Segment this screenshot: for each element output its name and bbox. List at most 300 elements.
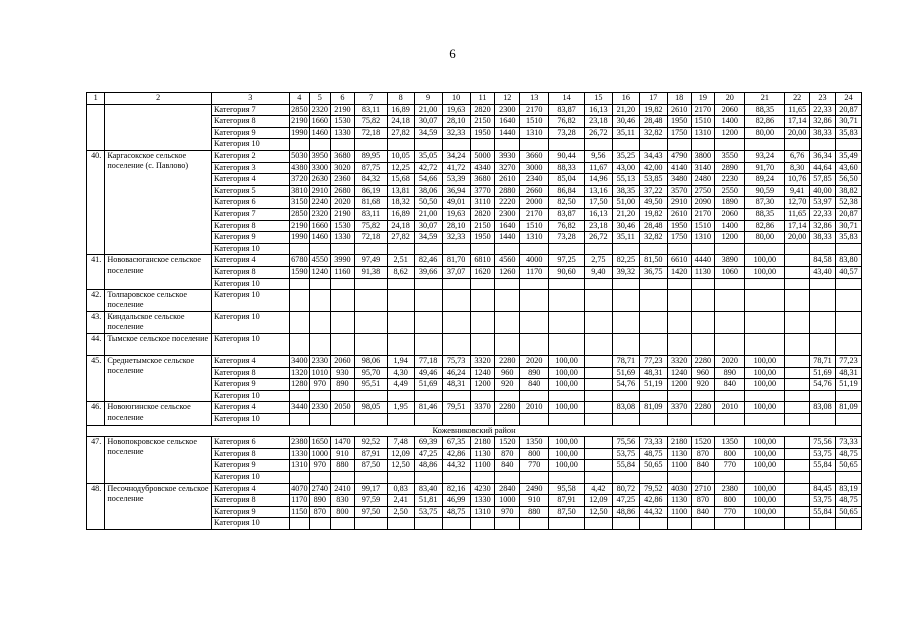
value-cell: 40,00 — [810, 185, 836, 197]
value-cell — [745, 472, 785, 484]
value-cell: 1990 — [289, 232, 309, 244]
value-cell — [584, 379, 612, 391]
value-cell: 17,14 — [785, 116, 810, 128]
value-cell — [691, 518, 715, 530]
value-cell: 3370 — [667, 402, 691, 414]
column-header: 13 — [520, 93, 549, 105]
value-cell: 87,75 — [355, 162, 387, 174]
value-cell — [549, 243, 585, 255]
value-cell — [745, 518, 785, 530]
value-cell: 77,23 — [835, 356, 861, 368]
value-cell: 83,40 — [414, 483, 442, 495]
value-cell: 99,17 — [355, 483, 387, 495]
value-cell — [785, 312, 810, 334]
category-label: Категория 4 — [212, 483, 290, 495]
value-cell: 54,66 — [414, 174, 442, 186]
category-label: Категория 7 — [212, 208, 290, 220]
value-cell — [495, 312, 520, 334]
value-cell: 890 — [310, 495, 330, 507]
value-cell: 1590 — [289, 266, 309, 278]
value-cell — [355, 472, 387, 484]
value-cell: 19,63 — [442, 104, 470, 116]
value-cell: 1510 — [520, 116, 549, 128]
value-cell: 48,75 — [639, 448, 667, 460]
value-cell: 51,69 — [810, 367, 836, 379]
value-cell — [639, 139, 667, 151]
value-cell: 1330 — [289, 448, 309, 460]
value-cell: 9,56 — [584, 150, 612, 162]
value-cell: 30,46 — [612, 220, 639, 232]
value-cell — [745, 243, 785, 255]
value-cell: 3890 — [715, 255, 745, 267]
value-cell: 2190 — [289, 116, 309, 128]
value-cell: 1330 — [330, 232, 355, 244]
value-cell — [639, 290, 667, 312]
value-cell: 970 — [310, 460, 330, 472]
value-cell: 55,13 — [612, 174, 639, 186]
settlement-number: 48. — [87, 483, 105, 529]
settlement-number: 41. — [87, 255, 105, 290]
value-cell — [442, 334, 470, 356]
value-cell — [495, 243, 520, 255]
value-cell — [667, 290, 691, 312]
value-cell — [549, 390, 585, 402]
value-cell: 2170 — [691, 104, 715, 116]
value-cell: 2320 — [310, 104, 330, 116]
value-cell — [549, 414, 585, 426]
value-cell: 1350 — [715, 437, 745, 449]
value-cell: 2300 — [495, 104, 520, 116]
value-cell: 49,50 — [639, 197, 667, 209]
value-cell: 78,71 — [810, 356, 836, 368]
value-cell — [330, 243, 355, 255]
value-cell: 97,50 — [355, 506, 387, 518]
value-cell: 82,86 — [745, 220, 785, 232]
value-cell: 38,06 — [414, 185, 442, 197]
value-cell: 1310 — [470, 506, 495, 518]
table-row — [87, 402, 862, 414]
value-cell — [289, 390, 309, 402]
value-cell: 42,86 — [639, 495, 667, 507]
value-cell — [745, 312, 785, 334]
value-cell — [691, 139, 715, 151]
category-label: Категория 10 — [212, 414, 290, 426]
category-label: Категория 3 — [212, 162, 290, 174]
value-cell — [612, 312, 639, 334]
value-cell — [289, 139, 309, 151]
value-cell — [310, 518, 330, 530]
value-cell: 1060 — [715, 266, 745, 278]
value-cell — [584, 334, 612, 356]
value-cell — [387, 290, 414, 312]
value-cell: 97,59 — [355, 495, 387, 507]
value-cell — [414, 139, 442, 151]
settlement-number: 46. — [87, 402, 105, 425]
value-cell: 16,13 — [584, 104, 612, 116]
column-header: 12 — [495, 93, 520, 105]
value-cell — [715, 414, 745, 426]
district-name: Кожевниковский район — [87, 425, 862, 437]
value-cell — [387, 139, 414, 151]
value-cell: 79,51 — [442, 402, 470, 414]
value-cell: 2010 — [520, 402, 549, 414]
value-cell — [667, 472, 691, 484]
value-cell: 1150 — [289, 506, 309, 518]
value-cell: 100,00 — [549, 402, 585, 414]
value-cell: 1650 — [310, 437, 330, 449]
value-cell: 92,52 — [355, 437, 387, 449]
settlement-number: 45. — [87, 356, 105, 402]
value-cell: 39,32 — [612, 266, 639, 278]
table-row — [87, 356, 862, 368]
value-cell: 21,20 — [612, 208, 639, 220]
value-cell: 78,71 — [612, 356, 639, 368]
value-cell: 48,75 — [835, 448, 861, 460]
value-cell: 100,00 — [745, 448, 785, 460]
value-cell: 3680 — [330, 150, 355, 162]
value-cell — [810, 472, 836, 484]
value-cell — [667, 139, 691, 151]
value-cell — [667, 518, 691, 530]
value-cell: 6780 — [289, 255, 309, 267]
value-cell: 4550 — [310, 255, 330, 267]
value-cell — [810, 334, 836, 356]
value-cell: 2150 — [470, 116, 495, 128]
value-cell: 83,19 — [835, 483, 861, 495]
column-header: 4 — [289, 93, 309, 105]
value-cell: 970 — [495, 506, 520, 518]
value-cell: 38,82 — [835, 185, 861, 197]
value-cell: 35,11 — [612, 127, 639, 139]
value-cell: 2000 — [520, 197, 549, 209]
value-cell — [785, 334, 810, 356]
value-cell: 88,35 — [745, 208, 785, 220]
category-label: Категория 9 — [212, 379, 290, 391]
value-cell: 19,82 — [639, 104, 667, 116]
value-cell — [355, 414, 387, 426]
value-cell: 100,00 — [745, 379, 785, 391]
value-cell — [584, 139, 612, 151]
value-cell — [549, 334, 585, 356]
value-cell: 2630 — [310, 174, 330, 186]
value-cell: 91,70 — [745, 162, 785, 174]
value-cell: 3150 — [289, 197, 309, 209]
value-cell — [612, 518, 639, 530]
value-cell: 2190 — [289, 220, 309, 232]
value-cell: 840 — [520, 379, 549, 391]
value-cell: 89,95 — [355, 150, 387, 162]
category-label: Категория 6 — [212, 437, 290, 449]
value-cell: 2180 — [667, 437, 691, 449]
value-cell — [745, 390, 785, 402]
value-cell — [745, 139, 785, 151]
value-cell: 80,00 — [745, 127, 785, 139]
value-cell — [520, 139, 549, 151]
value-cell: 88,35 — [745, 104, 785, 116]
value-cell: 2280 — [495, 356, 520, 368]
value-cell — [785, 495, 810, 507]
value-cell: 2010 — [715, 402, 745, 414]
value-cell: 2750 — [691, 185, 715, 197]
value-cell — [520, 290, 549, 312]
value-cell — [715, 334, 745, 356]
value-cell: 11,65 — [785, 104, 810, 116]
value-cell: 100,00 — [549, 437, 585, 449]
value-cell — [715, 139, 745, 151]
value-cell: 800 — [715, 495, 745, 507]
value-cell: 50,65 — [639, 460, 667, 472]
value-cell: 14,96 — [584, 174, 612, 186]
value-cell: 75,82 — [355, 220, 387, 232]
value-cell: 54,76 — [810, 379, 836, 391]
value-cell — [667, 334, 691, 356]
value-cell: 19,63 — [442, 208, 470, 220]
value-cell: 100,00 — [745, 367, 785, 379]
column-header: 22 — [785, 93, 810, 105]
value-cell: 4070 — [289, 483, 309, 495]
value-cell: 27,82 — [387, 232, 414, 244]
value-cell — [310, 414, 330, 426]
value-cell — [612, 290, 639, 312]
value-cell: 51,81 — [414, 495, 442, 507]
settlement-name: Песочнодубровское сельское поселение — [105, 483, 212, 529]
value-cell — [785, 255, 810, 267]
value-cell: 1640 — [495, 220, 520, 232]
value-cell: 920 — [495, 379, 520, 391]
value-cell: 28,10 — [442, 116, 470, 128]
value-cell: 3770 — [470, 185, 495, 197]
value-cell — [835, 139, 861, 151]
value-cell: 20,00 — [785, 232, 810, 244]
value-cell: 1170 — [289, 495, 309, 507]
value-cell — [667, 243, 691, 255]
value-cell: 1460 — [310, 232, 330, 244]
value-cell — [414, 518, 442, 530]
value-cell: 100,00 — [745, 483, 785, 495]
value-cell: 1510 — [520, 220, 549, 232]
value-cell — [387, 414, 414, 426]
table-row — [87, 290, 862, 312]
value-cell — [835, 312, 861, 334]
value-cell: 1750 — [667, 232, 691, 244]
value-cell: 100,00 — [745, 460, 785, 472]
value-cell — [442, 472, 470, 484]
category-label: Категория 10 — [212, 139, 290, 151]
value-cell: 100,00 — [549, 460, 585, 472]
value-cell — [470, 334, 495, 356]
value-cell: 50,50 — [414, 197, 442, 209]
value-cell: 83,87 — [549, 104, 585, 116]
category-label: Категория 8 — [212, 367, 290, 379]
value-cell: 42,86 — [442, 448, 470, 460]
value-cell: 69,39 — [414, 437, 442, 449]
value-cell — [310, 334, 330, 356]
category-label: Категория 4 — [212, 174, 290, 186]
value-cell — [442, 312, 470, 334]
value-cell: 870 — [495, 448, 520, 460]
value-cell — [584, 448, 612, 460]
value-cell: 3400 — [289, 356, 309, 368]
value-cell — [785, 402, 810, 414]
value-cell: 1950 — [470, 127, 495, 139]
value-cell: 1130 — [470, 448, 495, 460]
value-cell: 840 — [691, 506, 715, 518]
category-label: Категория 10 — [212, 312, 290, 334]
value-cell — [715, 472, 745, 484]
value-cell — [387, 334, 414, 356]
value-cell: 2910 — [310, 185, 330, 197]
value-cell: 870 — [310, 506, 330, 518]
value-cell — [667, 312, 691, 334]
value-cell: 1330 — [470, 495, 495, 507]
value-cell: 100,00 — [745, 495, 785, 507]
value-cell — [355, 278, 387, 290]
value-cell — [612, 390, 639, 402]
value-cell: 100,00 — [549, 379, 585, 391]
value-cell: 2840 — [495, 483, 520, 495]
value-cell: 23,18 — [584, 116, 612, 128]
value-cell: 1420 — [667, 266, 691, 278]
value-cell: 83,08 — [810, 402, 836, 414]
value-cell: 2220 — [495, 197, 520, 209]
value-cell — [810, 414, 836, 426]
value-cell: 1200 — [715, 232, 745, 244]
value-cell — [835, 414, 861, 426]
value-cell — [584, 356, 612, 368]
value-cell — [612, 414, 639, 426]
category-label: Категория 7 — [212, 104, 290, 116]
column-header: 5 — [310, 93, 330, 105]
value-cell: 48,31 — [442, 379, 470, 391]
value-cell — [330, 472, 355, 484]
value-cell — [470, 139, 495, 151]
value-cell: 4,30 — [387, 367, 414, 379]
value-cell — [549, 278, 585, 290]
value-cell: 1950 — [667, 116, 691, 128]
value-cell: 3300 — [310, 162, 330, 174]
value-cell — [835, 390, 861, 402]
value-cell — [355, 290, 387, 312]
value-cell: 90,59 — [745, 185, 785, 197]
value-cell — [495, 334, 520, 356]
value-cell: 3480 — [667, 174, 691, 186]
value-cell: 83,87 — [549, 208, 585, 220]
value-cell — [639, 312, 667, 334]
value-cell: 1990 — [289, 127, 309, 139]
value-cell: 16,13 — [584, 208, 612, 220]
column-header: 20 — [715, 93, 745, 105]
value-cell: 46,24 — [442, 367, 470, 379]
value-cell: 2230 — [715, 174, 745, 186]
value-cell: 72,18 — [355, 127, 387, 139]
value-cell — [470, 312, 495, 334]
value-cell — [612, 139, 639, 151]
value-cell: 50,65 — [835, 506, 861, 518]
value-cell: 3990 — [330, 255, 355, 267]
category-label: Категория 10 — [212, 472, 290, 484]
value-cell: 880 — [330, 460, 355, 472]
value-cell — [584, 518, 612, 530]
value-cell: 81,68 — [355, 197, 387, 209]
value-cell: 770 — [715, 506, 745, 518]
value-cell: 2610 — [667, 104, 691, 116]
value-cell: 38,35 — [612, 185, 639, 197]
value-cell — [310, 139, 330, 151]
value-cell: 8,62 — [387, 266, 414, 278]
value-cell — [785, 266, 810, 278]
value-cell: 2680 — [330, 185, 355, 197]
value-cell — [785, 472, 810, 484]
value-cell: 38,33 — [810, 232, 836, 244]
value-cell: 1200 — [667, 379, 691, 391]
value-cell: 3680 — [470, 174, 495, 186]
value-cell — [495, 139, 520, 151]
value-cell: 2280 — [495, 402, 520, 414]
value-cell: 3800 — [691, 150, 715, 162]
value-cell: 91,38 — [355, 266, 387, 278]
value-cell — [355, 390, 387, 402]
value-cell: 75,82 — [355, 116, 387, 128]
value-cell: 16,89 — [387, 104, 414, 116]
value-cell: 89,24 — [745, 174, 785, 186]
value-cell — [289, 414, 309, 426]
value-cell: 32,33 — [442, 127, 470, 139]
value-cell: 2180 — [470, 437, 495, 449]
value-cell — [715, 243, 745, 255]
value-cell: 1620 — [470, 266, 495, 278]
value-cell — [355, 243, 387, 255]
value-cell: 18,32 — [387, 197, 414, 209]
value-cell — [495, 290, 520, 312]
value-cell: 2610 — [495, 174, 520, 186]
value-cell — [667, 414, 691, 426]
value-cell — [691, 290, 715, 312]
value-cell: 1000 — [495, 495, 520, 507]
value-cell: 8,30 — [785, 162, 810, 174]
value-cell — [549, 290, 585, 312]
value-cell — [414, 312, 442, 334]
value-cell: 870 — [691, 495, 715, 507]
value-cell — [785, 139, 810, 151]
value-cell: 2150 — [470, 220, 495, 232]
value-cell — [785, 390, 810, 402]
category-label: Категория 8 — [212, 448, 290, 460]
value-cell: 910 — [330, 448, 355, 460]
settlement-number: 42. — [87, 290, 105, 312]
value-cell: 36,94 — [442, 185, 470, 197]
value-cell: 38,33 — [810, 127, 836, 139]
value-cell — [549, 312, 585, 334]
value-cell — [785, 367, 810, 379]
value-cell: 2380 — [289, 437, 309, 449]
value-cell: 3000 — [520, 162, 549, 174]
value-cell: 80,72 — [612, 483, 639, 495]
value-cell: 21,00 — [414, 208, 442, 220]
value-cell — [310, 390, 330, 402]
value-cell — [470, 243, 495, 255]
value-cell: 2740 — [310, 483, 330, 495]
value-cell: 3570 — [667, 185, 691, 197]
value-cell — [495, 472, 520, 484]
value-cell — [835, 518, 861, 530]
value-cell — [785, 379, 810, 391]
value-cell — [785, 243, 810, 255]
value-cell: 11,67 — [584, 162, 612, 174]
value-cell: 910 — [520, 495, 549, 507]
value-cell: 75,56 — [612, 437, 639, 449]
value-cell: 920 — [691, 379, 715, 391]
column-header: 10 — [442, 93, 470, 105]
